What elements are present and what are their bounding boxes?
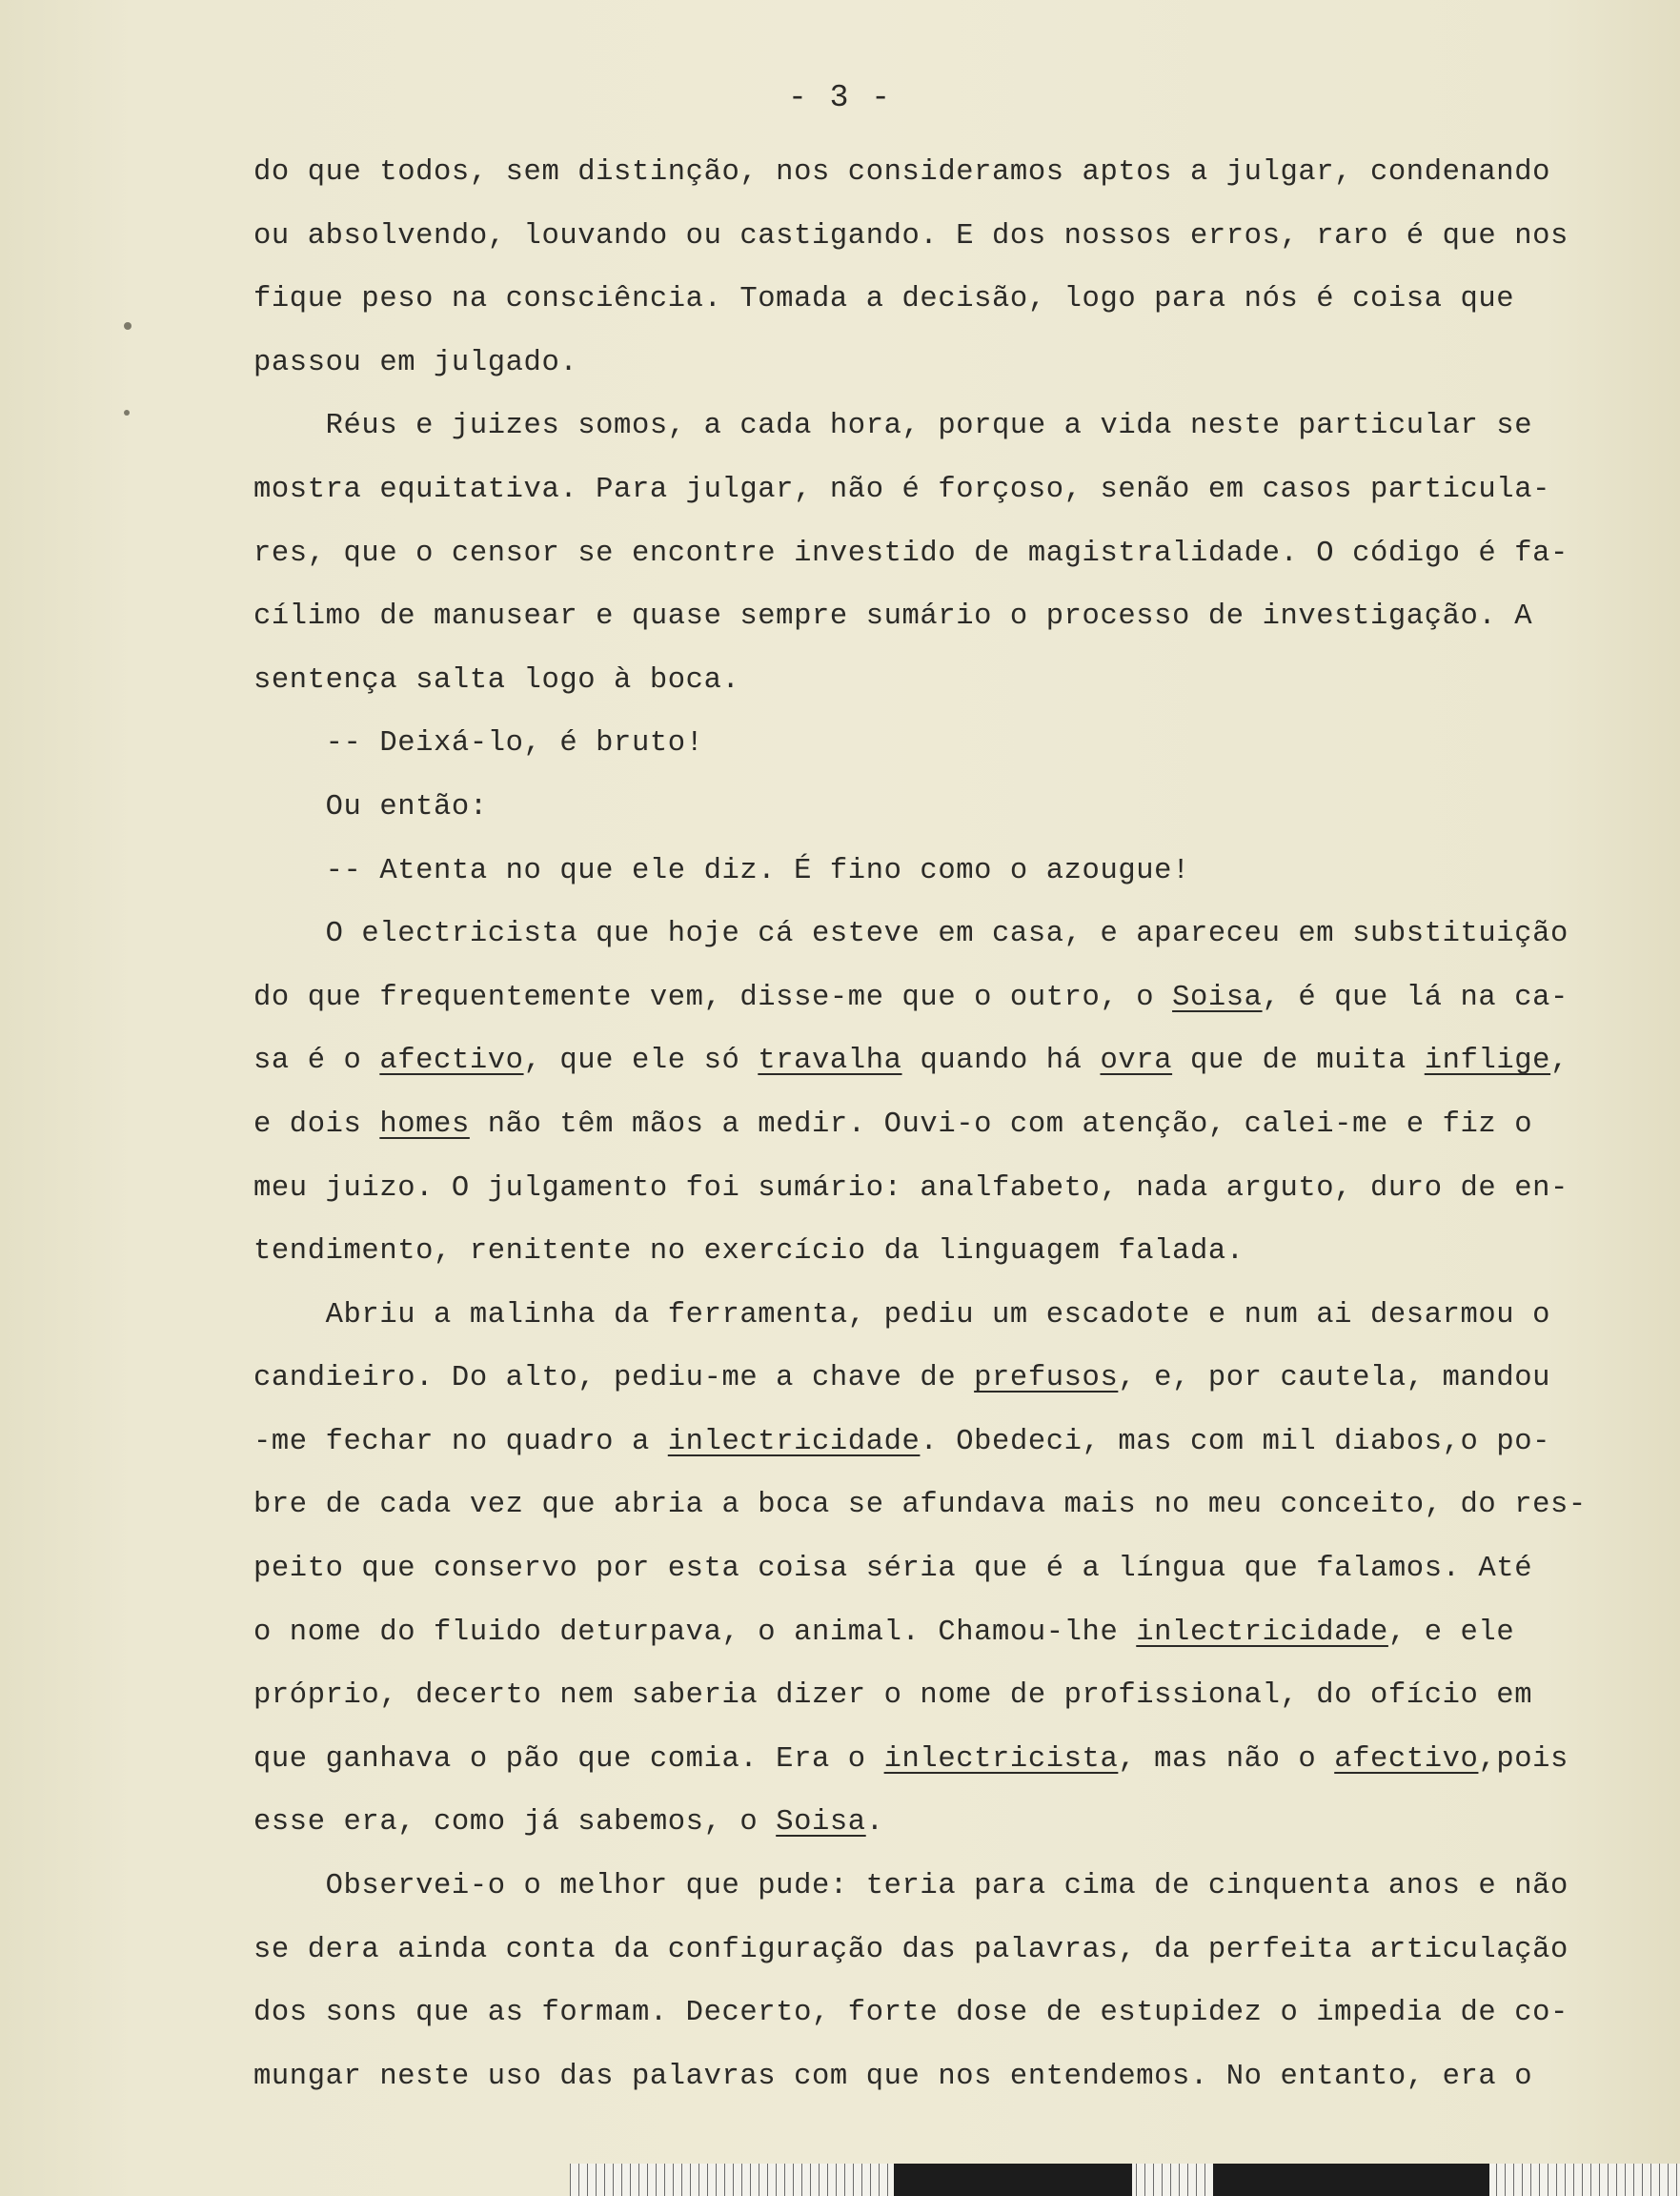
text-line [253, 1093, 1649, 1157]
text-run: o nome do fluido deturpava, o animal. Chamou-lhe [253, 1616, 1137, 1649]
text-line [253, 649, 1649, 713]
text-run: , e, por cautela, mandou [1118, 1362, 1551, 1395]
underlined-word: afectivo [1334, 1742, 1479, 1776]
text-line [253, 458, 1649, 522]
underlined-word: Soisa [776, 1806, 866, 1840]
text-run: ,pois [1478, 1742, 1569, 1776]
text-line [253, 1537, 1649, 1601]
underlined-word: travalha [758, 1045, 902, 1078]
text-line [253, 1347, 1649, 1411]
text-line [253, 585, 1649, 649]
text-run: Observei-o o melhor que pude: teria para cima de cinquenta anos e não [253, 1870, 1569, 1903]
text-run: , é que lá na ca- [1262, 981, 1569, 1014]
text-line [253, 522, 1649, 586]
text-run: . [865, 1806, 884, 1840]
text-run: . Obedeci, mas com mil diabos,o po- [920, 1425, 1551, 1458]
text-line [253, 1601, 1649, 1665]
text-run: mostra equitativa. Para julgar, não é forçoso, senão em casos particula- [253, 473, 1551, 506]
text-line [253, 1474, 1649, 1537]
text-line [253, 332, 1649, 396]
text-run: do que todos, sem distinção, nos consideramos aptos a julgar, condenando [253, 156, 1551, 189]
text-line [253, 1855, 1649, 1919]
text-run: Abriu a malinha da ferramenta, pediu um escadote e num ai desarmou o [253, 1298, 1551, 1332]
text-line [253, 1982, 1649, 2045]
text-run: peito que conservo por esta coisa séria que é a língua que falamos. Até [253, 1553, 1533, 1586]
text-run: , e ele [1387, 1616, 1515, 1649]
text-run: que de muita [1172, 1045, 1425, 1078]
text-line [253, 1220, 1649, 1284]
underlined-word: inlectricidade [667, 1425, 921, 1458]
text-run: , que ele só [523, 1045, 759, 1078]
text-line [253, 966, 1649, 1030]
text-line [253, 1664, 1649, 1728]
text-run: meu juizo. O julgamento foi sumário: analfabeto, nada arguto, duro de en- [253, 1171, 1569, 1205]
text-run: se dera ainda conta da configuração das palavras, da perfeita articulação [253, 1933, 1569, 1966]
text-line [253, 1284, 1649, 1348]
text-line [253, 1728, 1649, 1792]
text-line [253, 205, 1649, 269]
text-run: ou absolvendo, louvando ou castigando. E dos nossos erros, raro é que nos [253, 219, 1569, 253]
text-run: que ganhava o pão que comia. Era o [253, 1742, 884, 1776]
text-run: , mas não o [1118, 1742, 1335, 1776]
text-run: quando há [901, 1045, 1101, 1078]
text-run: não têm mãos a medir. Ouvi-o com atenção, calei-me e fiz o [469, 1108, 1533, 1141]
underlined-word: homes [379, 1108, 470, 1141]
text-line [253, 1157, 1649, 1221]
text-run: sa é o [253, 1045, 380, 1078]
text-line [253, 903, 1649, 966]
text-run: mungar neste uso das palavras com que nos entendemos. No entanto, era o [253, 2060, 1533, 2093]
text-run: Ou então: [253, 790, 488, 824]
underlined-word: inlectricidade [1136, 1616, 1388, 1649]
text-run: -- Deixá-lo, é bruto! [253, 727, 704, 761]
text-run: -me fechar no quadro a [253, 1425, 668, 1458]
text-line [253, 776, 1649, 840]
text-line [253, 1029, 1649, 1093]
page-number: - 3 - [787, 80, 893, 115]
text-run: O electricista que hoje cá esteve em casa, e apareceu em substituição [253, 918, 1569, 951]
text-line [253, 1411, 1649, 1474]
text-line [253, 268, 1649, 332]
text-run: candieiro. Do alto, pediu-me a chave de [253, 1362, 975, 1395]
paper-speck [124, 322, 132, 330]
text-run: -- Atenta no que ele diz. É fino como o azougue! [253, 854, 1190, 887]
text-line [253, 141, 1649, 205]
underlined-word: inflige [1424, 1045, 1551, 1078]
text-run: fique peso na consciência. Tomada a decisão, logo para nós é coisa que [253, 283, 1515, 316]
text-run: dos sons que as formam. Decerto, forte dose de estupidez o impedia de co- [253, 1997, 1569, 2030]
text-run: cílimo de manusear e quase sempre sumário o processo de investigação. A [253, 600, 1533, 634]
text-line [253, 1919, 1649, 1982]
paper-speck [124, 410, 130, 416]
underlined-word: inlectricista [883, 1742, 1119, 1776]
underlined-word: prefusos [974, 1362, 1119, 1395]
text-line [253, 1791, 1649, 1855]
underlined-word: Soisa [1172, 981, 1263, 1014]
text-run: res, que o censor se encontre investido de magistralidade. O código é fa- [253, 537, 1569, 570]
text-run: bre de cada vez que abria a boca se afundava mais no meu conceito, do res- [253, 1489, 1587, 1522]
text-run: do que frequentemente vem, disse-me que o outro, o [253, 981, 1173, 1014]
scale-ruler [570, 2164, 1680, 2196]
text-run: tendimento, renitente no exercício da linguagem falada. [253, 1235, 1245, 1269]
text-run: e dois [253, 1108, 380, 1141]
text-run: esse era, como já sabemos, o [253, 1806, 777, 1840]
text-run: , [1550, 1045, 1569, 1078]
text-line [253, 395, 1649, 458]
body-text [253, 141, 1649, 2108]
text-line [253, 840, 1649, 904]
text-run: Réus e juizes somos, a cada hora, porque a vida neste particular se [253, 410, 1533, 443]
underlined-word: ovra [1100, 1045, 1173, 1078]
text-run: próprio, decerto nem saberia dizer o nome de profissional, do ofício em [253, 1679, 1533, 1713]
underlined-word: afectivo [379, 1045, 524, 1078]
text-line [253, 2045, 1649, 2109]
text-line [253, 712, 1649, 776]
text-run: passou em julgado. [253, 346, 578, 379]
text-run: sentença salta logo à boca. [253, 663, 740, 697]
